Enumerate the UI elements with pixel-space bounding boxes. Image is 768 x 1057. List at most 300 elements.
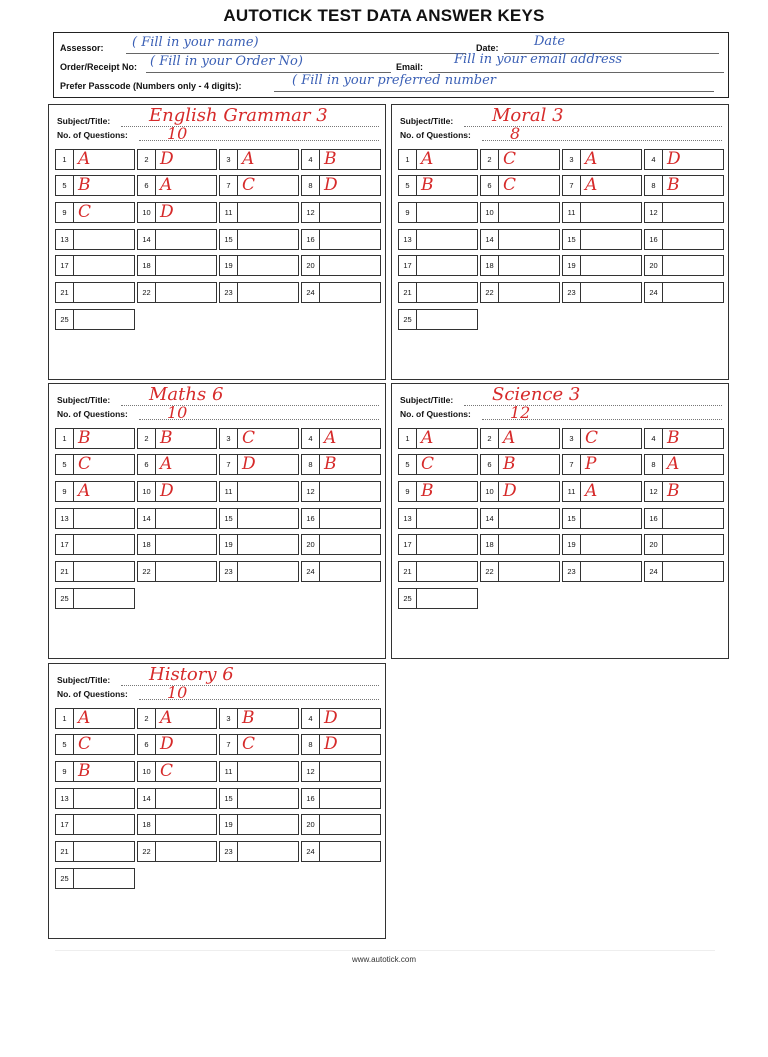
- answer-cell[interactable]: [301, 255, 381, 276]
- answer-cell[interactable]: [137, 454, 217, 475]
- answer-value: A: [324, 428, 337, 448]
- answer-cell[interactable]: [137, 175, 217, 196]
- answer-cell[interactable]: [562, 255, 642, 276]
- answer-cell[interactable]: [398, 255, 478, 276]
- answer-value: D: [324, 708, 338, 728]
- answer-cell[interactable]: [562, 202, 642, 223]
- answer-cell[interactable]: [480, 454, 560, 475]
- question-number: 20: [645, 256, 663, 275]
- answer-value: C: [503, 175, 517, 195]
- answer-cell[interactable]: [562, 229, 642, 250]
- answer-value: B: [324, 454, 337, 474]
- question-number: 9: [399, 482, 417, 501]
- question-number: 21: [56, 283, 74, 302]
- question-number: 23: [220, 842, 238, 861]
- question-number: 6: [138, 735, 156, 754]
- answer-value: A: [78, 149, 91, 169]
- answer-cell[interactable]: [137, 814, 217, 835]
- answer-cell[interactable]: [398, 481, 478, 502]
- question-number: 8: [302, 176, 320, 195]
- answer-cell[interactable]: [398, 561, 478, 582]
- subject-label: Subject/Title:: [57, 116, 111, 126]
- question-number: 8: [645, 176, 663, 195]
- question-number: 18: [481, 256, 499, 275]
- answer-cell[interactable]: [398, 454, 478, 475]
- question-number: 4: [645, 150, 663, 169]
- question-number: 9: [56, 482, 74, 501]
- answer-value: D: [503, 481, 517, 501]
- answer-value: D: [160, 481, 174, 501]
- question-number: 3: [220, 709, 238, 728]
- answer-value: A: [160, 175, 173, 195]
- answer-cell[interactable]: [137, 708, 217, 729]
- answer-cell[interactable]: [562, 508, 642, 529]
- answer-cell[interactable]: [480, 202, 560, 223]
- question-number: 22: [138, 283, 156, 302]
- question-number: 2: [138, 429, 156, 448]
- answer-cell[interactable]: [301, 508, 381, 529]
- question-number: 15: [220, 789, 238, 808]
- answer-cell[interactable]: [398, 588, 478, 609]
- answer-cell[interactable]: [480, 481, 560, 502]
- answer-value: D: [324, 734, 338, 754]
- answer-cell[interactable]: [137, 761, 217, 782]
- answer-value: D: [242, 454, 256, 474]
- answer-value: B: [78, 428, 91, 448]
- question-number: 14: [138, 509, 156, 528]
- answer-cell[interactable]: [219, 841, 299, 862]
- answer-cell[interactable]: [562, 428, 642, 449]
- answer-cell[interactable]: [219, 788, 299, 809]
- subject-value[interactable]: Moral 3: [492, 105, 564, 126]
- answer-cell[interactable]: [219, 149, 299, 170]
- answer-cell[interactable]: [398, 229, 478, 250]
- answer-value: C: [242, 428, 256, 448]
- question-number: 15: [220, 230, 238, 249]
- answer-panel: [48, 383, 386, 659]
- answer-cell[interactable]: [398, 428, 478, 449]
- answer-cell[interactable]: [398, 508, 478, 529]
- subject-value[interactable]: History 6: [149, 664, 234, 685]
- answer-cell[interactable]: [398, 202, 478, 223]
- question-number: 1: [56, 709, 74, 728]
- question-number: 21: [399, 283, 417, 302]
- answer-cell[interactable]: [55, 282, 135, 303]
- answer-panel: [48, 104, 386, 380]
- answer-cell[interactable]: [55, 534, 135, 555]
- answer-cell[interactable]: [301, 761, 381, 782]
- question-number: 19: [220, 256, 238, 275]
- passcode-line: [274, 91, 714, 92]
- question-number: 17: [399, 256, 417, 275]
- answer-cell[interactable]: [301, 282, 381, 303]
- question-number: 1: [56, 150, 74, 169]
- question-number: 13: [399, 509, 417, 528]
- assessor-value[interactable]: ( Fill in your name): [132, 35, 259, 50]
- answer-cell[interactable]: [398, 282, 478, 303]
- answer-cell[interactable]: [137, 149, 217, 170]
- question-number: 25: [399, 589, 417, 608]
- answer-cell[interactable]: [480, 561, 560, 582]
- question-number: 6: [481, 455, 499, 474]
- question-number: 15: [220, 509, 238, 528]
- answer-value: B: [503, 454, 516, 474]
- question-number: 14: [138, 230, 156, 249]
- email-label: Email:: [396, 62, 424, 72]
- answer-cell[interactable]: [137, 561, 217, 582]
- question-number: 3: [220, 429, 238, 448]
- answer-cell[interactable]: [480, 229, 560, 250]
- answer-cell[interactable]: [644, 561, 724, 582]
- answer-cell[interactable]: [55, 229, 135, 250]
- subject-line: [464, 126, 722, 127]
- answer-value: B: [242, 708, 255, 728]
- question-number: 22: [481, 283, 499, 302]
- email-line: [429, 72, 724, 73]
- assessor-label: Assessor:: [60, 43, 104, 53]
- answer-cell[interactable]: [644, 255, 724, 276]
- answer-cell[interactable]: [301, 534, 381, 555]
- question-number: 16: [302, 230, 320, 249]
- question-count-value[interactable]: 8: [510, 124, 521, 143]
- question-number: 3: [563, 429, 581, 448]
- answer-value: C: [585, 428, 599, 448]
- answer-cell[interactable]: [562, 454, 642, 475]
- answer-cell[interactable]: [137, 534, 217, 555]
- question-number: 23: [563, 562, 581, 581]
- answer-value: B: [667, 175, 680, 195]
- question-number: 25: [56, 869, 74, 888]
- answer-cell[interactable]: [55, 788, 135, 809]
- answer-cell[interactable]: [219, 508, 299, 529]
- question-number: 7: [563, 455, 581, 474]
- answer-cell[interactable]: [55, 734, 135, 755]
- answer-cell[interactable]: [644, 229, 724, 250]
- answer-cell[interactable]: [301, 454, 381, 475]
- answer-cell[interactable]: [301, 481, 381, 502]
- question-count-value[interactable]: 12: [510, 403, 531, 422]
- question-number: 24: [645, 283, 663, 302]
- answer-cell[interactable]: [480, 534, 560, 555]
- question-number: 10: [138, 482, 156, 501]
- answer-cell[interactable]: [137, 481, 217, 502]
- question-number: 5: [56, 735, 74, 754]
- answer-cell[interactable]: [644, 534, 724, 555]
- answer-cell[interactable]: [137, 282, 217, 303]
- answer-cell[interactable]: [644, 454, 724, 475]
- answer-cell[interactable]: [562, 175, 642, 196]
- answer-cell[interactable]: [480, 255, 560, 276]
- subject-value[interactable]: Maths 6: [149, 384, 224, 405]
- question-number: 1: [56, 429, 74, 448]
- answer-value: C: [78, 734, 92, 754]
- answer-cell[interactable]: [562, 561, 642, 582]
- answer-value: A: [78, 481, 91, 501]
- question-number: 5: [399, 176, 417, 195]
- question-number: 13: [56, 230, 74, 249]
- question-number: 11: [563, 203, 581, 222]
- question-count-value[interactable]: 10: [167, 683, 188, 702]
- answer-cell[interactable]: [301, 734, 381, 755]
- answer-value: C: [421, 454, 435, 474]
- answer-value: A: [78, 708, 91, 728]
- answer-cell[interactable]: [562, 481, 642, 502]
- assessor-info-box: [53, 32, 729, 98]
- answer-value: C: [242, 734, 256, 754]
- question-number: 7: [220, 455, 238, 474]
- question-number: 20: [645, 535, 663, 554]
- question-number: 15: [563, 509, 581, 528]
- answer-cell[interactable]: [219, 481, 299, 502]
- question-number: 21: [56, 842, 74, 861]
- answer-cell[interactable]: [644, 149, 724, 170]
- question-number: 13: [399, 230, 417, 249]
- answer-value: A: [503, 428, 516, 448]
- question-number: 25: [399, 310, 417, 329]
- question-number: 12: [302, 203, 320, 222]
- question-number: 10: [138, 762, 156, 781]
- question-number: 10: [481, 203, 499, 222]
- answer-cell[interactable]: [55, 309, 135, 330]
- answer-cell[interactable]: [301, 229, 381, 250]
- subject-line: [121, 126, 379, 127]
- answer-cell[interactable]: [219, 454, 299, 475]
- answer-cell[interactable]: [219, 561, 299, 582]
- question-number: 17: [56, 256, 74, 275]
- answer-value: B: [667, 481, 680, 501]
- answer-cell[interactable]: [219, 428, 299, 449]
- question-number: 16: [645, 230, 663, 249]
- questions-label: No. of Questions:: [57, 689, 128, 699]
- question-number: 19: [563, 535, 581, 554]
- answer-cell[interactable]: [55, 149, 135, 170]
- question-number: 7: [220, 735, 238, 754]
- answer-value: A: [160, 454, 173, 474]
- passcode-value[interactable]: ( Fill in your preferred number: [292, 73, 496, 88]
- answer-cell[interactable]: [219, 734, 299, 755]
- answer-value: A: [421, 428, 434, 448]
- question-number: 6: [138, 455, 156, 474]
- answer-cell[interactable]: [219, 708, 299, 729]
- question-number: 2: [138, 150, 156, 169]
- question-number: 18: [138, 535, 156, 554]
- answer-cell[interactable]: [301, 814, 381, 835]
- answer-cell[interactable]: [301, 788, 381, 809]
- question-number: 22: [138, 842, 156, 861]
- question-number: 23: [220, 562, 238, 581]
- answer-cell[interactable]: [644, 175, 724, 196]
- answer-cell[interactable]: [137, 508, 217, 529]
- questions-label: No. of Questions:: [400, 409, 471, 419]
- answer-cell[interactable]: [219, 175, 299, 196]
- question-number: 17: [56, 535, 74, 554]
- order-value[interactable]: ( Fill in your Order No): [150, 54, 303, 69]
- subject-label: Subject/Title:: [57, 395, 111, 405]
- question-number: 14: [138, 789, 156, 808]
- subject-label: Subject/Title:: [57, 675, 111, 685]
- question-count-value[interactable]: 10: [167, 403, 188, 422]
- answer-value: A: [242, 149, 255, 169]
- date-value[interactable]: Date: [534, 34, 566, 49]
- answer-value: B: [421, 175, 434, 195]
- answer-cell[interactable]: [398, 175, 478, 196]
- answer-cell[interactable]: [398, 534, 478, 555]
- answer-cell[interactable]: [55, 481, 135, 502]
- answer-cell[interactable]: [55, 202, 135, 223]
- questions-label: No. of Questions:: [57, 130, 128, 140]
- question-number: 17: [399, 535, 417, 554]
- answer-cell[interactable]: [137, 841, 217, 862]
- answer-cell[interactable]: [480, 282, 560, 303]
- answer-cell[interactable]: [55, 588, 135, 609]
- question-number: 16: [645, 509, 663, 528]
- answer-cell[interactable]: [562, 534, 642, 555]
- answer-value: B: [421, 481, 434, 501]
- subject-line: [121, 685, 379, 686]
- footer-url[interactable]: www.autotick.com: [351, 955, 417, 964]
- answer-cell[interactable]: [219, 229, 299, 250]
- answer-cell[interactable]: [55, 868, 135, 889]
- answer-cell[interactable]: [219, 282, 299, 303]
- footer-divider: [55, 950, 715, 951]
- answer-cell[interactable]: [301, 561, 381, 582]
- answer-value: C: [503, 149, 517, 169]
- email-value[interactable]: Fill in your email address: [454, 52, 623, 67]
- answer-cell[interactable]: [137, 788, 217, 809]
- answer-value: B: [160, 428, 173, 448]
- question-number: 25: [56, 589, 74, 608]
- answer-cell[interactable]: [219, 814, 299, 835]
- answer-value: D: [667, 149, 681, 169]
- question-number: 4: [302, 429, 320, 448]
- answer-cell[interactable]: [301, 149, 381, 170]
- question-number: 15: [563, 230, 581, 249]
- question-number: 4: [302, 150, 320, 169]
- answer-cell[interactable]: [55, 454, 135, 475]
- question-number: 16: [302, 789, 320, 808]
- passcode-label: Prefer Passcode (Numbers only - 4 digits):: [60, 81, 242, 91]
- answer-cell[interactable]: [55, 708, 135, 729]
- question-number: 8: [645, 455, 663, 474]
- subject-label: Subject/Title:: [400, 395, 454, 405]
- answer-value: B: [78, 761, 91, 781]
- answer-value: A: [585, 481, 598, 501]
- question-number: 21: [56, 562, 74, 581]
- answer-cell[interactable]: [480, 175, 560, 196]
- answer-panel: [391, 383, 729, 659]
- question-number: 9: [399, 203, 417, 222]
- answer-cell[interactable]: [137, 255, 217, 276]
- answer-cell[interactable]: [644, 282, 724, 303]
- answer-cell[interactable]: [137, 734, 217, 755]
- answer-cell[interactable]: [398, 149, 478, 170]
- question-number: 11: [220, 762, 238, 781]
- questions-label: No. of Questions:: [400, 130, 471, 140]
- answer-cell[interactable]: [644, 481, 724, 502]
- answer-cell[interactable]: [644, 202, 724, 223]
- question-number: 22: [138, 562, 156, 581]
- question-number: 3: [220, 150, 238, 169]
- question-number: 5: [399, 455, 417, 474]
- subject-label: Subject/Title:: [400, 116, 454, 126]
- subject-value[interactable]: English Grammar 3: [149, 105, 328, 126]
- answer-cell[interactable]: [301, 708, 381, 729]
- question-number: 18: [481, 535, 499, 554]
- question-number: 8: [302, 735, 320, 754]
- questions-label: No. of Questions:: [57, 409, 128, 419]
- question-number: 12: [645, 203, 663, 222]
- answer-cell[interactable]: [137, 202, 217, 223]
- question-number: 1: [399, 429, 417, 448]
- answer-cell[interactable]: [137, 428, 217, 449]
- question-number: 4: [645, 429, 663, 448]
- answer-cell[interactable]: [55, 561, 135, 582]
- answer-cell[interactable]: [219, 761, 299, 782]
- question-number: 5: [56, 176, 74, 195]
- answer-cell[interactable]: [562, 282, 642, 303]
- question-number: 9: [56, 203, 74, 222]
- question-number: 11: [563, 482, 581, 501]
- answer-cell[interactable]: [480, 508, 560, 529]
- question-number: 19: [220, 535, 238, 554]
- question-number: 4: [302, 709, 320, 728]
- answer-cell[interactable]: [644, 428, 724, 449]
- answer-cell[interactable]: [480, 149, 560, 170]
- answer-value: B: [324, 149, 337, 169]
- answer-cell[interactable]: [55, 814, 135, 835]
- answer-cell[interactable]: [55, 175, 135, 196]
- question-number: 13: [56, 509, 74, 528]
- question-number: 6: [481, 176, 499, 195]
- answer-cell[interactable]: [562, 149, 642, 170]
- answer-cell[interactable]: [480, 428, 560, 449]
- answer-cell[interactable]: [644, 508, 724, 529]
- question-number: 1: [399, 150, 417, 169]
- date-label: Date:: [476, 43, 499, 53]
- question-number: 6: [138, 176, 156, 195]
- answer-cell[interactable]: [137, 229, 217, 250]
- answer-value: P: [585, 454, 597, 474]
- subject-value[interactable]: Science 3: [492, 384, 581, 405]
- answer-cell[interactable]: [55, 841, 135, 862]
- question-number: 14: [481, 230, 499, 249]
- page-title: AUTOTICK TEST DATA ANSWER KEYS: [223, 6, 545, 25]
- answer-cell[interactable]: [219, 255, 299, 276]
- answer-cell[interactable]: [398, 309, 478, 330]
- answer-value: A: [667, 454, 680, 474]
- answer-cell[interactable]: [301, 202, 381, 223]
- answer-cell[interactable]: [219, 534, 299, 555]
- answer-value: A: [585, 149, 598, 169]
- question-number: 7: [563, 176, 581, 195]
- answer-value: D: [160, 202, 174, 222]
- answer-cell[interactable]: [301, 175, 381, 196]
- answer-cell[interactable]: [55, 508, 135, 529]
- question-number: 20: [302, 256, 320, 275]
- answer-cell[interactable]: [55, 761, 135, 782]
- answer-cell[interactable]: [55, 428, 135, 449]
- answer-value: B: [78, 175, 91, 195]
- question-number: 18: [138, 256, 156, 275]
- answer-value: A: [160, 708, 173, 728]
- answer-cell[interactable]: [301, 428, 381, 449]
- question-number: 24: [645, 562, 663, 581]
- answer-cell[interactable]: [301, 841, 381, 862]
- answer-cell[interactable]: [55, 255, 135, 276]
- question-count-value[interactable]: 10: [167, 124, 188, 143]
- answer-cell[interactable]: [219, 202, 299, 223]
- question-number: 10: [138, 203, 156, 222]
